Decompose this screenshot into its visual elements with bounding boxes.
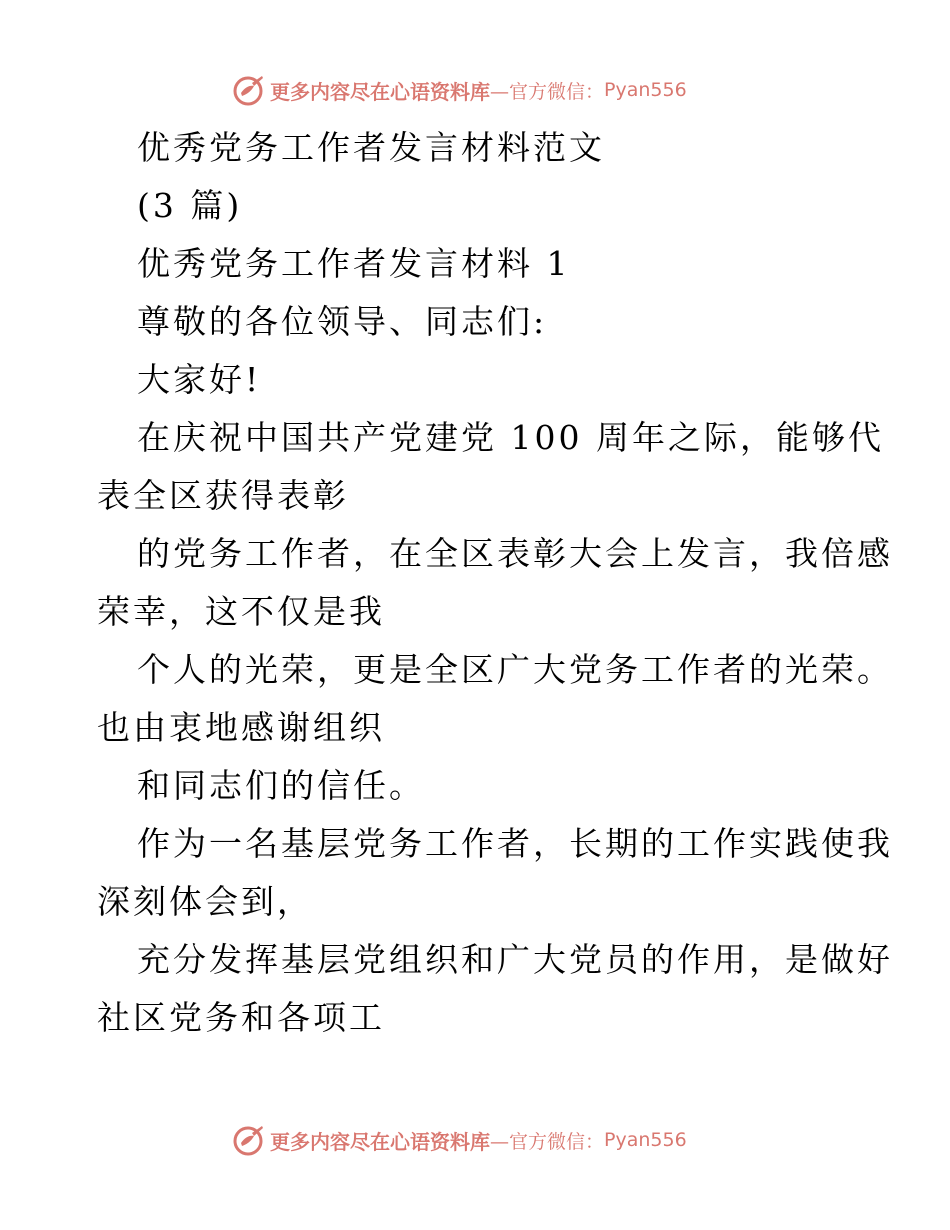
pen-logo-icon [232,1123,266,1157]
text-line: 和同志们的信任。 [137,766,425,805]
watermark-sub-text: —官方微信： [490,1130,605,1153]
watermark-id-text: Pyan556 [604,1129,687,1151]
text-line: 个人的光荣，更是全区广大党务工作者的光荣。 [137,650,893,689]
section-heading: 优秀党务工作者发言材料 1 [137,244,571,283]
text-line: 表全区获得表彰 [97,476,349,515]
text-line: 尊敬的各位领导、同志们: [137,302,548,341]
watermark-id-text: Pyan556 [604,79,687,101]
text-line: 大家好! [137,360,262,399]
text-line: 在庆祝中国共产党建党 100 周年之际，能够代 [137,418,884,457]
watermark-sub-text: —官方微信： [490,80,605,103]
text-line: 充分发挥基层党组织和广大党员的作用，是做好 [137,940,893,979]
text-line: 深刻体会到， [97,882,313,921]
text-line: 的党务工作者，在全区表彰大会上发言，我倍感 [137,534,893,573]
text-line: 也由衷地感谢组织 [97,708,385,747]
watermark-main-text: 更多内容尽在心语资料库 [270,79,490,104]
text-line: 作为一名基层党务工作者，长期的工作实践使我 [137,824,893,863]
pen-logo-icon [232,73,266,107]
text-line: 荣幸，这不仅是我 [97,592,385,631]
header-watermark [232,72,687,108]
doc-title: 优秀党务工作者发言材料范文 [137,128,605,167]
text-line: 社区党务和各项工 [97,998,385,1037]
footer-watermark [232,1122,687,1158]
doc-subtitle: (3 篇) [137,186,243,225]
watermark-main-text: 更多内容尽在心语资料库 [270,1129,490,1154]
